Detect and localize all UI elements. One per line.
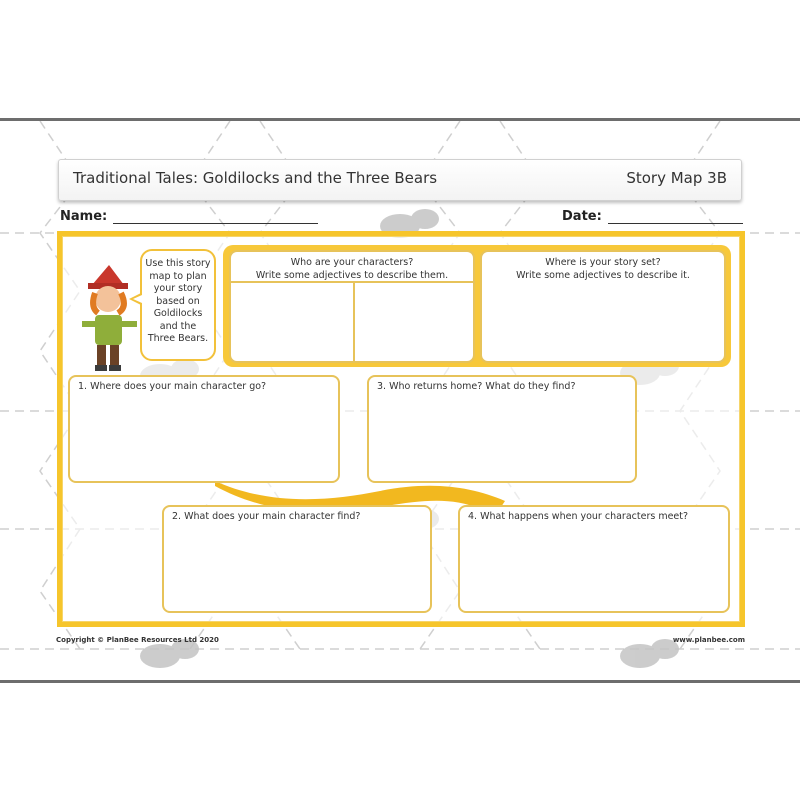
prompt-box-3[interactable] xyxy=(367,375,637,483)
date-label: Date: xyxy=(562,209,602,224)
prompt-box-2[interactable] xyxy=(162,505,432,613)
name-label: Name: xyxy=(60,209,108,224)
worksheet xyxy=(0,118,800,683)
prompt-box-4[interactable] xyxy=(458,505,730,613)
characters-divider-horizontal xyxy=(231,281,473,283)
prompt-4-text: 4. What happens when your characters meet? xyxy=(468,511,689,522)
speech-bubble-text: Use this story map to plan your story based on Goldilocks and the Three Bears. xyxy=(145,258,211,344)
website-link[interactable]: www.planbee.com xyxy=(672,636,745,644)
characters-prompt xyxy=(231,256,473,282)
setting-box[interactable] xyxy=(480,250,726,363)
speech-bubble xyxy=(140,249,216,361)
setting-instruction: Write some adjectives to describe it. xyxy=(516,270,690,281)
characters-instruction: Write some adjectives to describe them. xyxy=(255,270,449,281)
prompt-2-text: 2. What does your main character find? xyxy=(172,511,361,522)
scarecrow-character-icon xyxy=(78,263,140,378)
prompt-1-text: 1. Where does your main character go? xyxy=(78,381,267,392)
prompt-3-text: 3. Who returns home? What do they find? xyxy=(377,381,576,392)
worksheet-title: Traditional Tales: Goldilocks and the Three Bears xyxy=(73,169,438,187)
prompt-box-1[interactable] xyxy=(68,375,340,483)
copyright-notice: Copyright © PlanBee Resources Ltd 2020 xyxy=(56,636,219,644)
setting-question: Where is your story set? xyxy=(545,257,661,268)
characters-question: Who are your characters? xyxy=(290,257,414,268)
characters-divider-vertical xyxy=(353,282,355,361)
story-map-label: Story Map 3B xyxy=(626,169,727,187)
characters-box[interactable] xyxy=(229,250,475,363)
speech-bubble-tail-inner xyxy=(133,295,142,303)
setting-prompt xyxy=(482,256,724,282)
